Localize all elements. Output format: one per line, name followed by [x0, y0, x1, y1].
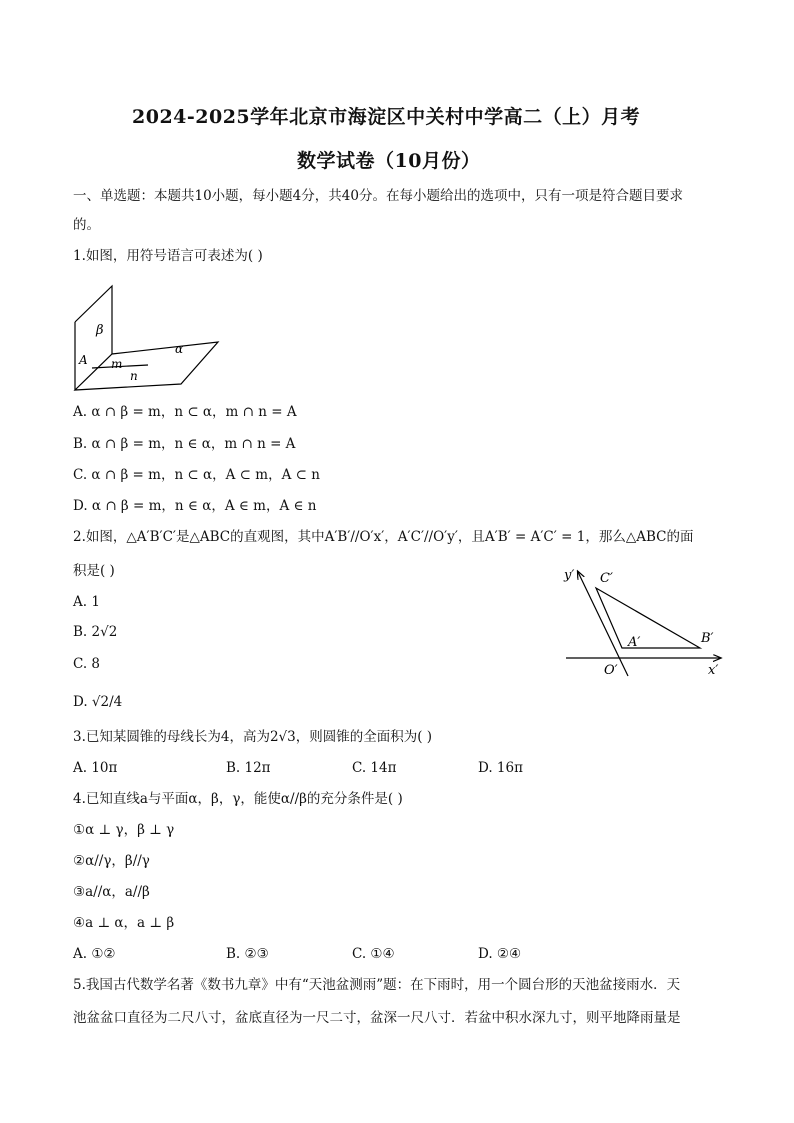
plane-alpha-outline — [75, 342, 218, 390]
q4-option-d: D. ②④ — [478, 946, 522, 962]
q3-option-c: C. 14π — [352, 760, 397, 776]
q2-option-b: B. 2√2 — [73, 624, 118, 640]
q2-option-d: D. √2/4 — [73, 694, 123, 710]
q4-option-c: C. ①④ — [352, 946, 395, 962]
label-A: A — [79, 353, 88, 367]
q4-option-a: A. ①② — [73, 946, 116, 962]
q3-option-b: B. 12π — [226, 760, 271, 776]
label-b-prime: B′ — [701, 631, 714, 646]
label-c-prime: C′ — [600, 571, 613, 586]
q3-option-d: D. 16π — [478, 760, 523, 776]
q2-oblique-figure — [560, 562, 730, 682]
plane-beta-edge — [75, 286, 112, 354]
q1-option-a: A. α ∩ β = m，n ⊂ α，m ∩ n = A — [73, 404, 297, 420]
q1-option-c: C. α ∩ β = m，n ⊂ α，A ⊂ m，A ⊂ n — [73, 467, 320, 483]
q4-option-b: B. ②③ — [226, 946, 269, 962]
label-n: n — [130, 369, 138, 383]
q1-option-d: D. α ∩ β = m，n ∈ α，A ∈ m，A ∈ n — [73, 498, 317, 514]
q3-option-a: A. 10π — [73, 760, 118, 776]
q2-option-c: C. 8 — [73, 656, 101, 672]
exam-title-line2: 数学试卷（10月份） — [297, 150, 481, 172]
q5-stem-line2: 池盆盆口直径为二尺八寸，盆底直径为一尺二寸，盆深一尺八寸．若盆中积水深九寸，则平地降雨量是 — [73, 1010, 681, 1026]
q1-planes-figure — [70, 282, 230, 394]
q3-stem: 3.已知某圆锥的母线长为4，高为2√3，则圆锥的全面积为( ) — [73, 729, 433, 745]
label-o-prime: O′ — [604, 663, 618, 678]
q1-option-b: B. α ∩ β = m，n ∈ α，m ∩ n = A — [73, 436, 296, 452]
q4-item-1: ①α ⊥ γ，β ⊥ γ — [73, 822, 175, 838]
label-alpha: α — [175, 342, 184, 356]
label-y-prime: y′ — [564, 568, 575, 583]
q5-stem-line1: 5.我国古代数学名著《数书九章》中有“天池盆测雨”题：在下雨时，用一个圆台形的天池盆接雨水．天 — [73, 977, 681, 993]
section-instruction-cont: 的。 — [73, 217, 100, 233]
q4-item-2: ②α//γ，β//γ — [73, 853, 150, 869]
q2-stem-line1: 2.如图，△A′B′C′是△ABC的直观图，其中A′B′//O′x′，A′C′//O′y′，且A′B′ = A′C′ = 1，那么△ABC的面 — [73, 529, 694, 545]
y-axis — [578, 572, 628, 676]
label-a-prime: A′ — [628, 635, 641, 650]
q4-item-4: ④a ⊥ α，a ⊥ β — [73, 915, 175, 931]
exam-title-line1: 2024-2025学年北京市海淀区中关村中学高二（上）月考 — [132, 106, 641, 128]
q4-item-3: ③a//α，a//β — [73, 884, 150, 900]
label-beta: β — [96, 323, 104, 338]
q4-stem: 4.已知直线a与平面α，β，γ，能使α//β的充分条件是( ) — [73, 791, 403, 807]
label-x-prime: x′ — [708, 663, 719, 678]
label-m: m — [111, 357, 123, 371]
q1-stem: 1.如图，用符号语言可表述为( ) — [73, 248, 263, 264]
section-instruction: 一、单选题：本题共10小题，每小题4分，共40分。在每小题给出的选项中，只有一项是符合题目要求 — [73, 188, 683, 204]
triangle-abc-prime — [596, 588, 700, 648]
q2-stem-line2: 积是( ) — [73, 563, 115, 579]
q2-option-a: A. 1 — [73, 594, 100, 610]
